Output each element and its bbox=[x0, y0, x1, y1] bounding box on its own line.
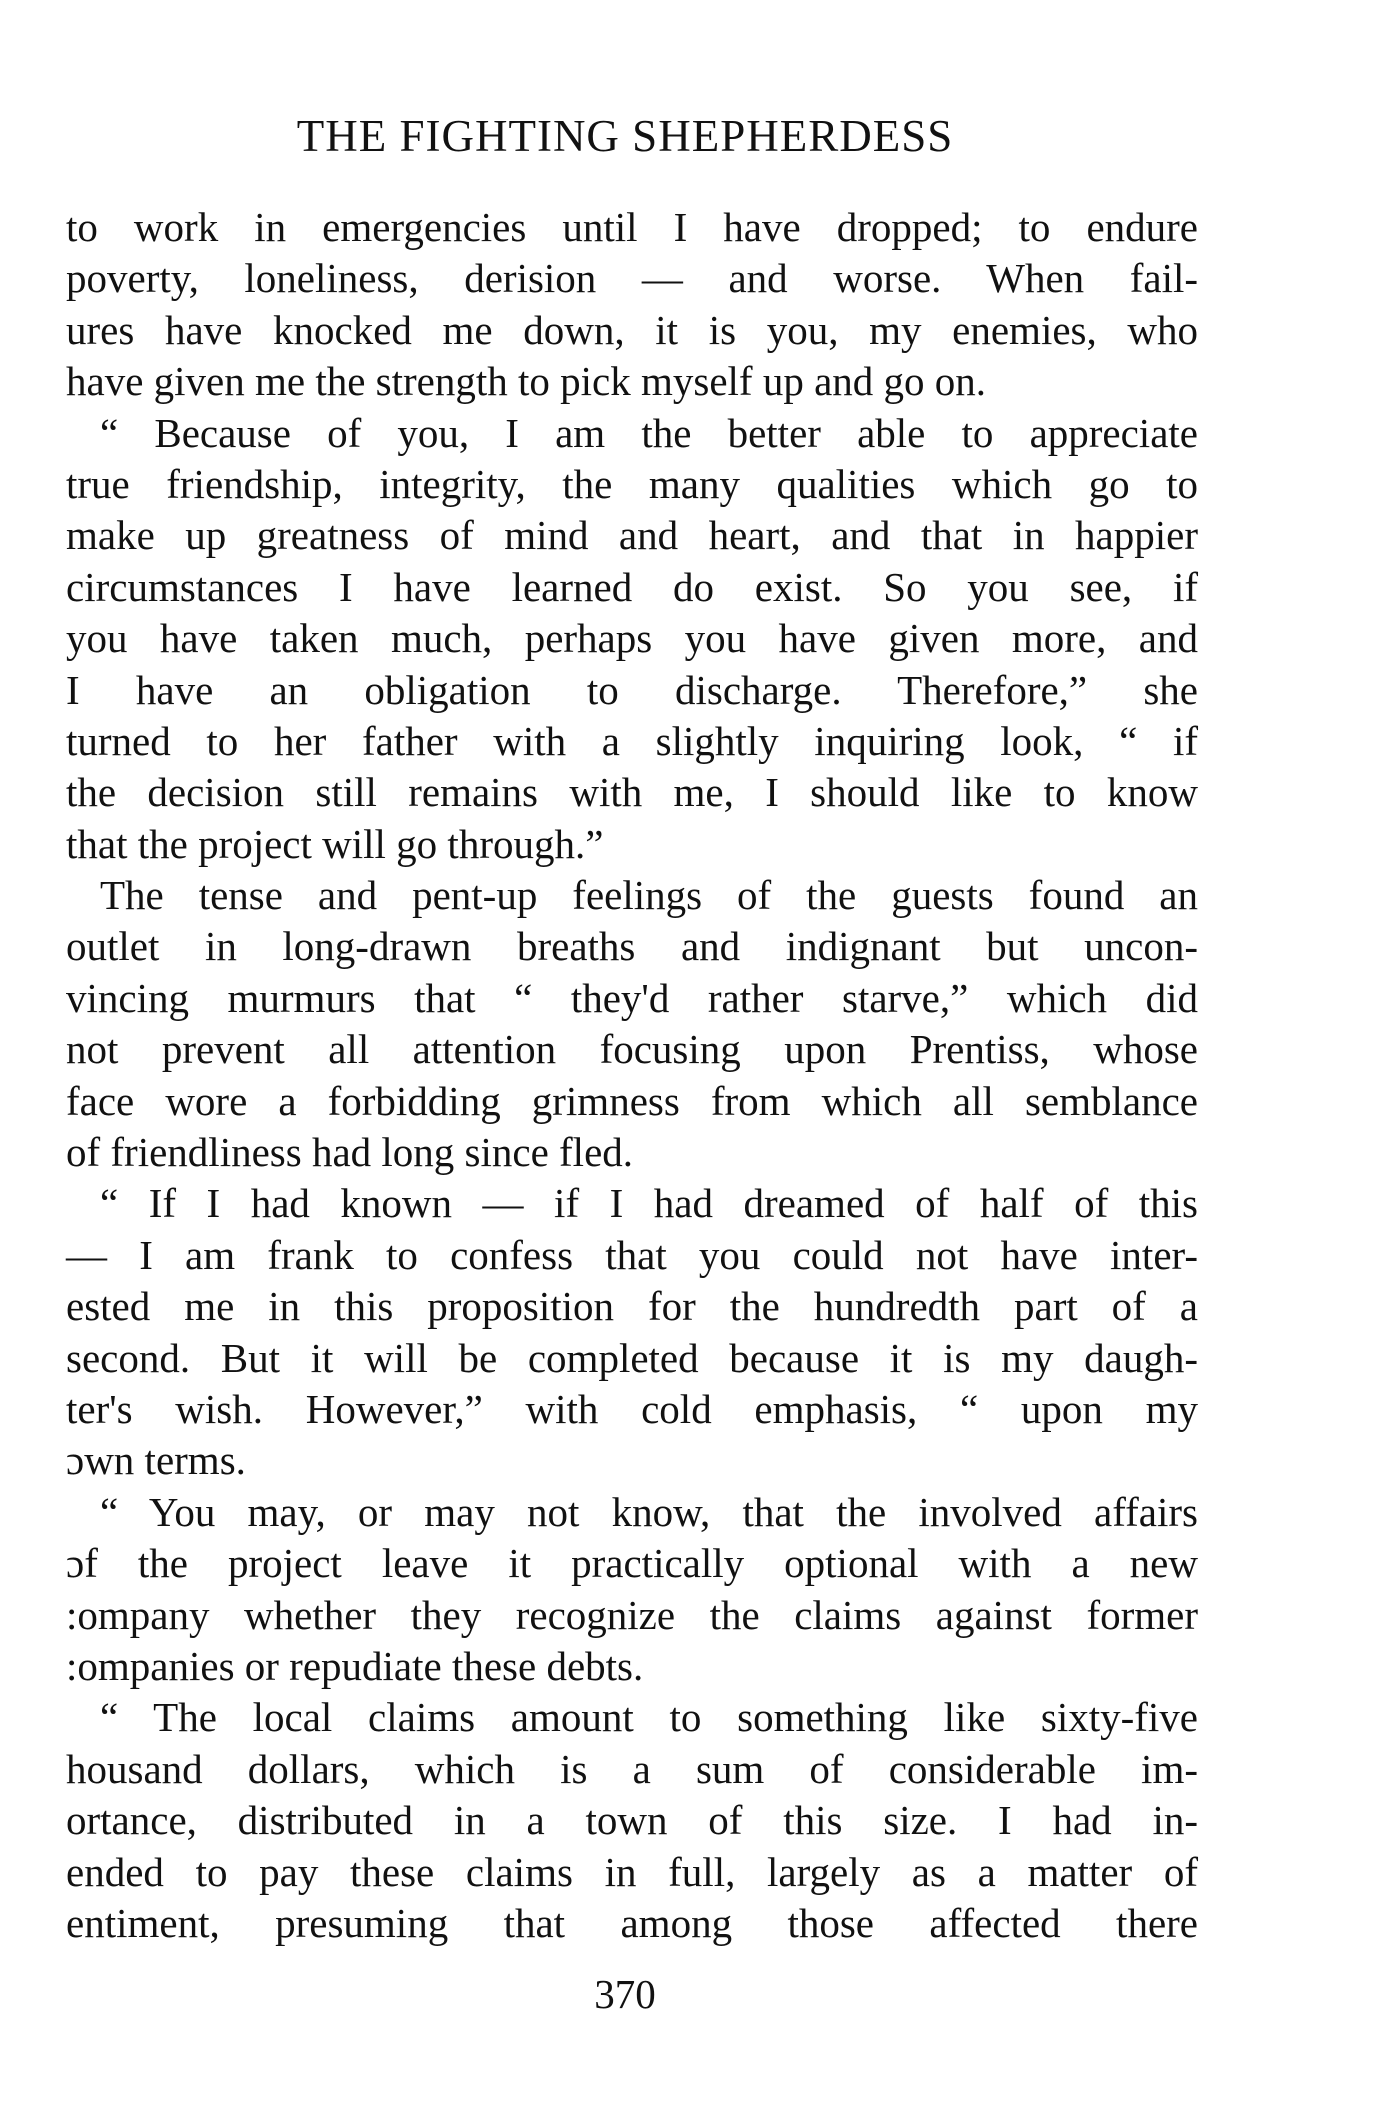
text-line: the decision still remains with me, I should like to know bbox=[66, 769, 1198, 816]
text-line: you have taken much, perhaps you have given more, and bbox=[66, 615, 1198, 662]
text-line: I have an obligation to discharge. Therefore,” she bbox=[66, 666, 1198, 713]
text-line: ested me in this proposition for the hundredth part of a bbox=[66, 1283, 1198, 1330]
text-line: ended to pay these claims in full, largely as a matter of bbox=[66, 1848, 1198, 1895]
text-line: second. But it will be completed because it is my daugh- bbox=[66, 1334, 1198, 1381]
running-head: THE FIGHTING SHEPHERDESS bbox=[296, 111, 954, 161]
text-line: face wore a forbidding grimness from which all semblance bbox=[66, 1077, 1198, 1124]
text-line: that the project will go through.” bbox=[66, 820, 604, 867]
text-line: “ Because of you, I am the better able to appreciate bbox=[100, 409, 1198, 456]
text-line: “ The local claims amount to something like sixty-five bbox=[100, 1694, 1198, 1741]
text-line: — I am frank to confess that you could not have inter- bbox=[66, 1231, 1198, 1278]
text-line: ures have knocked me down, it is you, my enemies, who bbox=[66, 306, 1198, 353]
text-line: vincing murmurs that “ they'd rather starve,” which did bbox=[66, 974, 1198, 1021]
body-text bbox=[66, 202, 1198, 1949]
text-line: ɔwn terms. bbox=[66, 1437, 246, 1484]
text-line: “ If I had known — if I had dreamed of half of this bbox=[100, 1180, 1198, 1227]
text-line: ter's wish. However,” with cold emphasis, “ upon my bbox=[66, 1385, 1198, 1432]
text-line: not prevent all attention focusing upon Prentiss, whose bbox=[66, 1026, 1198, 1073]
text-line: to work in emergencies until I have dropped; to endure bbox=[66, 204, 1198, 250]
text-line: circumstances I have learned do exist. So you see, if bbox=[66, 563, 1198, 610]
text-line: “ You may, or may not know, that the involved affairs bbox=[100, 1488, 1198, 1535]
text-line: of friendliness had long since fled. bbox=[66, 1129, 634, 1176]
text-line: outlet in long-drawn breaths and indignant but uncon- bbox=[66, 923, 1198, 970]
text-line: have given me the strength to pick myself up and go on. bbox=[66, 358, 987, 405]
text-line: ortance, distributed in a town of this size. I had in- bbox=[66, 1797, 1198, 1844]
text-line: The tense and pent-up feelings of the guests found an bbox=[100, 872, 1198, 919]
text-line: poverty, loneliness, derision — and worse. When fail- bbox=[66, 255, 1198, 302]
text-line: entiment, presuming that among those affected there bbox=[66, 1899, 1198, 1946]
text-line: ɔf the project leave it practically optional with a new bbox=[66, 1540, 1198, 1587]
text-line: true friendship, integrity, the many qualities which go to bbox=[66, 460, 1198, 507]
text-line: :ompany whether they recognize the claims against former bbox=[66, 1591, 1198, 1638]
text-line: make up greatness of mind and heart, and that in happier bbox=[66, 512, 1198, 559]
text-line: turned to her father with a slightly inquiring look, “ if bbox=[66, 717, 1198, 764]
text-line: :ompanies or repudiate these debts. bbox=[66, 1642, 644, 1689]
text-line: housand dollars, which is a sum of considerable im- bbox=[66, 1745, 1198, 1792]
page-number: 370 bbox=[594, 1971, 656, 2017]
